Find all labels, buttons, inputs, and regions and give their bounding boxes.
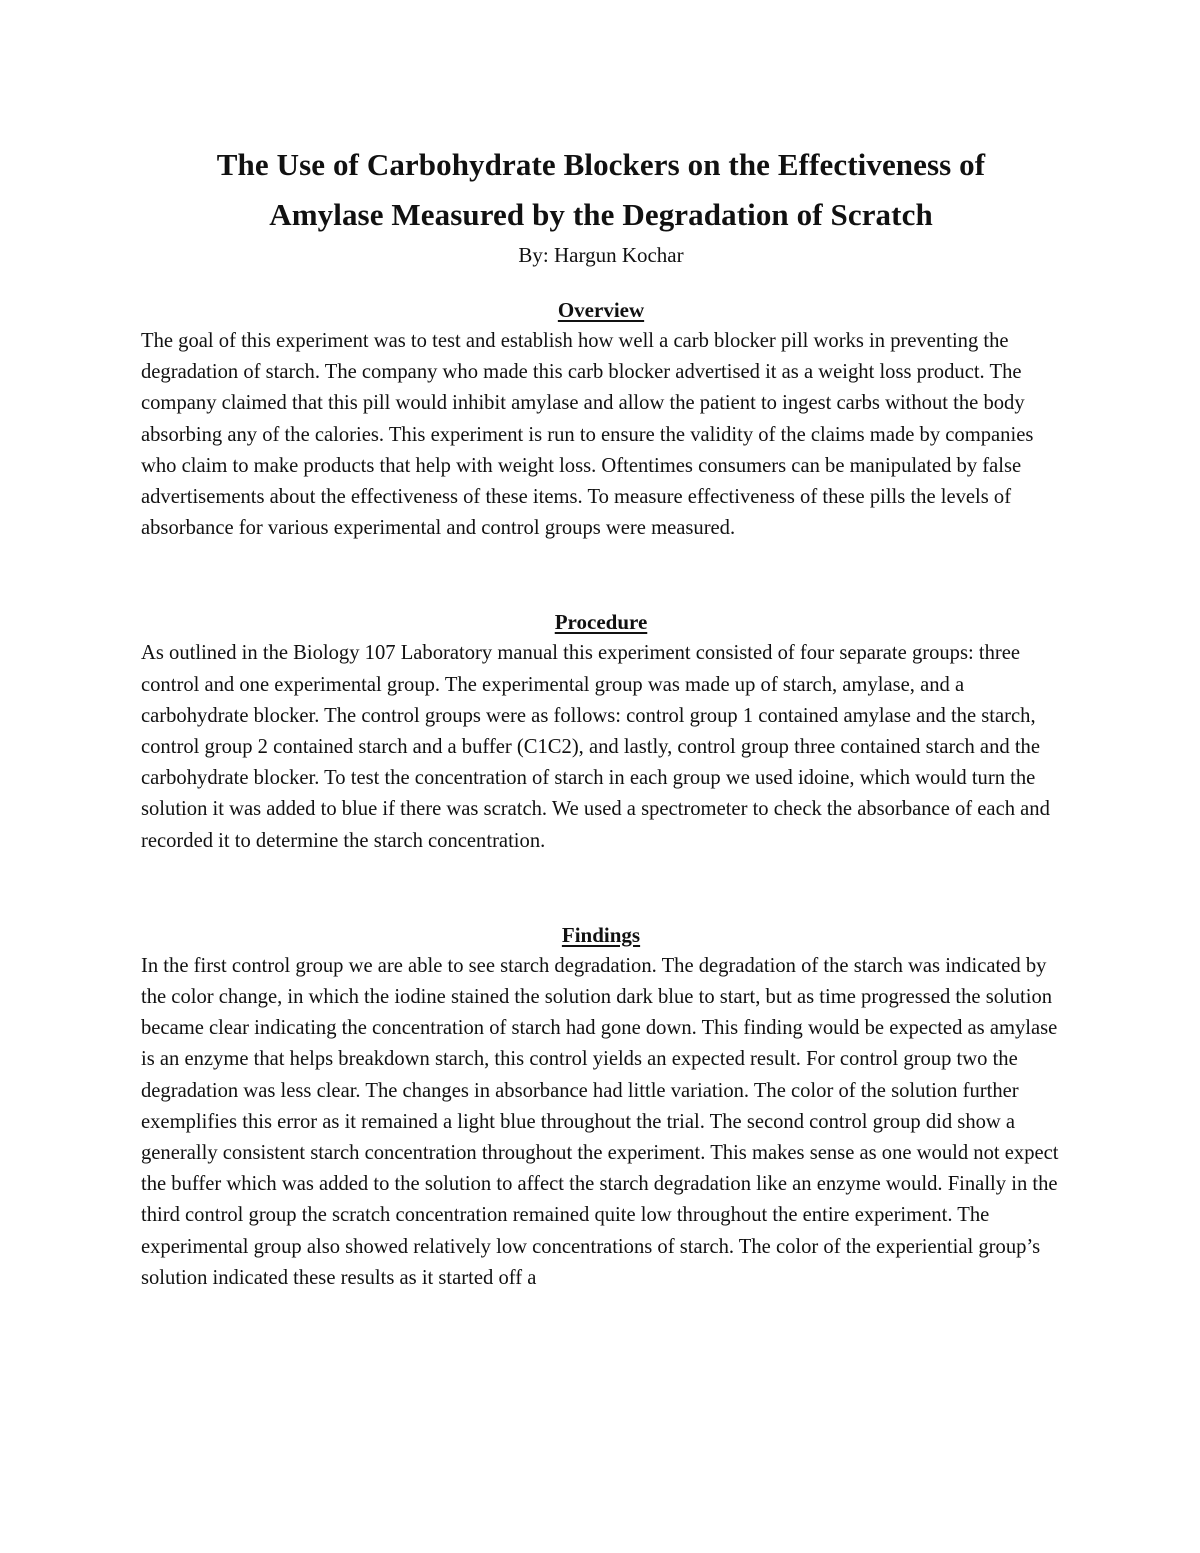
overview-heading: Overview xyxy=(557,298,645,322)
procedure-heading: Procedure xyxy=(554,610,648,635)
procedure-section xyxy=(141,607,1061,856)
document-title xyxy=(141,140,1061,240)
section-spacer xyxy=(141,544,1061,607)
document-page xyxy=(141,140,1061,1294)
overview-section xyxy=(141,295,1061,544)
procedure-body: As outlined in the Biology 107 Laboratory manual this experiment consisted of four separate groups: three control and one experimental group. The experimental group was made up of starch, amylase, and a carbohydrate blocker. The control groups were as follows: control group 1 contained amylase and the starch, control group 2 contained starch and a buffer (C1C2), and lastly, control group three contained starch and the carbohydrate blocker. To test the concentration of starch in each group we used idoine, which would turn the solution it was added to blue if there was scratch. We used a spectrometer to check the absorbance of each and recorded it to determine the starch concentration. xyxy=(141,642,1050,852)
title-line-1: The Use of Carbohydrate Blockers on the Effectiveness of xyxy=(216,147,986,182)
section-spacer xyxy=(141,857,1061,920)
findings-body: In the first control group we are able to see starch degradation. The degradation of the starch was indicated by the color change, in which the iodine stained the solution dark blue to start, but as time progressed the solution became clear indicating the concentration of starch had gone down. This finding would be expected as amylase is an enzyme that helps breakdown starch, this control yields an expected result. For control group two the degradation was less clear. The changes in absorbance had little variation. The color of the solution further exemplifies this error as it remained a light blue throughout the trial. The second control group did show a generally consistent starch concentration throughout the experiment. This makes sense as one would not expect the buffer which was added to the solution to affect the starch degradation like an enzyme would. Finally in the third control group the scratch concentration remained quite low throughout the entire experiment. The experimental group also showed relatively low concentrations of starch. The color of the experiential group’s solution indicated these results as it started off a xyxy=(141,954,1059,1289)
overview-body: The goal of this experiment was to test and establish how well a carb blocker pill works in preventing the degradation of starch. The company who made this carb blocker advertised it as a weight loss product. The company claimed that this pill would inhibit amylase and allow the patient to ingest carbs without the body absorbing any of the calories. This experiment is run to ensure the validity of the claims made by companies who claim to make products that help with weight loss. Oftentimes consumers can be manipulated by false advertisements about the effectiveness of these items. To measure effectiveness of these pills the levels of absorbance for various experimental and control groups were measured. xyxy=(141,330,1034,540)
findings-section xyxy=(141,920,1061,1294)
title-line-2: Amylase Measured by the Degradation of Scratch xyxy=(269,197,933,232)
author-byline: By: Hargun Kochar xyxy=(518,243,684,267)
findings-heading: Findings xyxy=(561,922,641,947)
